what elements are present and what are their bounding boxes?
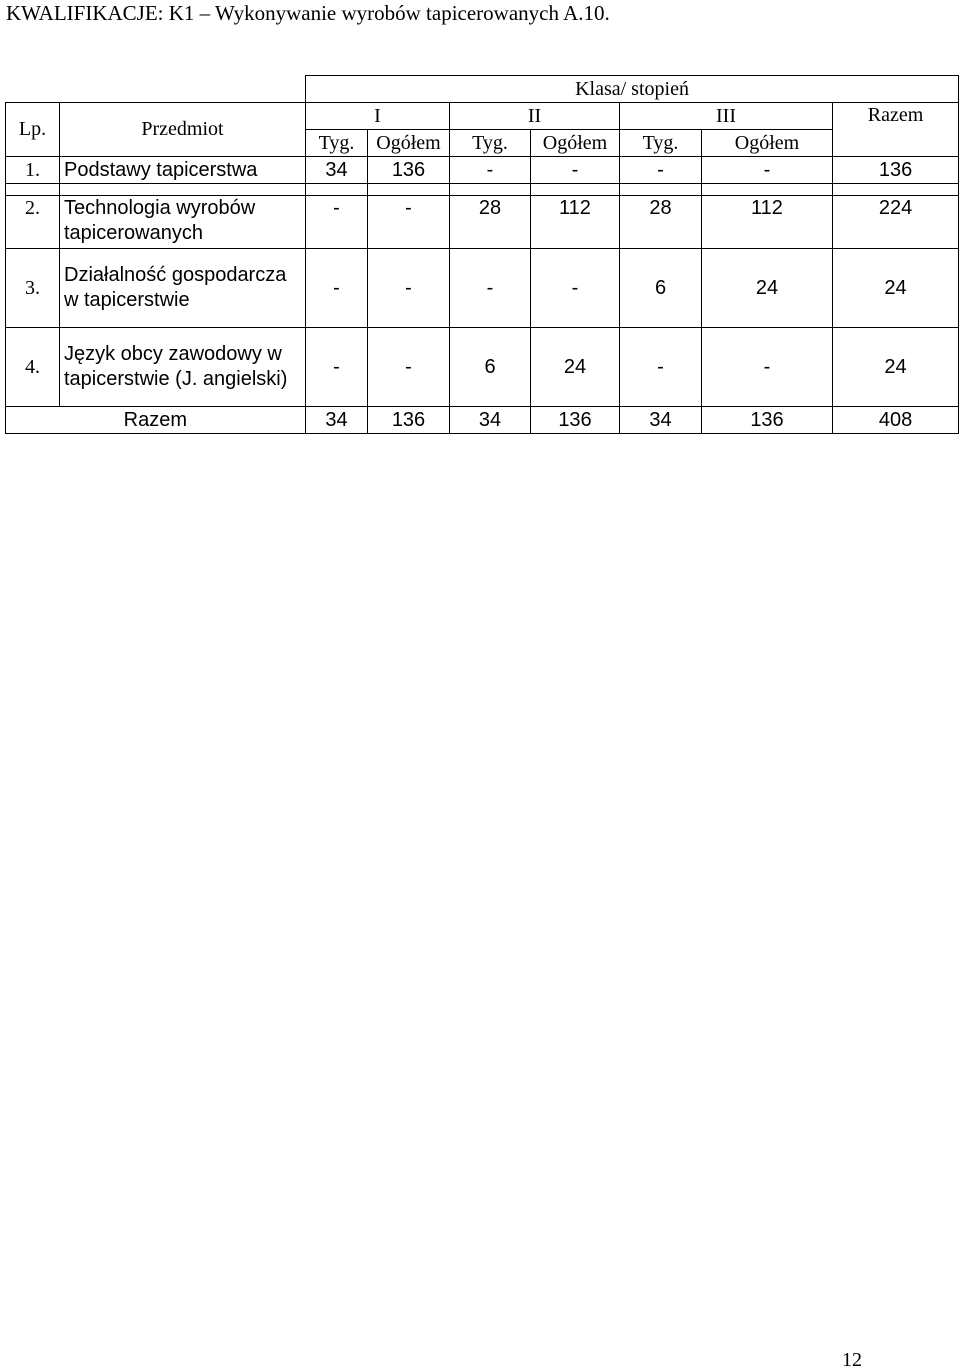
value-cell: 28 [450, 196, 531, 249]
value-cell: 34 [306, 157, 368, 184]
summary-value: 136 [368, 407, 450, 434]
subject-header: Przedmiot [60, 103, 306, 157]
subject-name: Działalność gospodarcza w tapicerstwie [60, 249, 306, 328]
row-number: 4. [6, 328, 60, 407]
tyg-header: Tyg. [620, 130, 702, 157]
value-cell: - [306, 328, 368, 407]
value-cell: - [450, 157, 531, 184]
value-cell: - [368, 249, 450, 328]
summary-row [6, 407, 959, 434]
curriculum-table [5, 75, 959, 434]
summary-value: 136 [531, 407, 620, 434]
value-cell: 112 [531, 196, 620, 249]
value-cell: 136 [368, 157, 450, 184]
value-cell: - [620, 157, 702, 184]
row-number: 1. [6, 157, 60, 184]
value-cell: - [702, 157, 833, 184]
summary-value: 34 [450, 407, 531, 434]
page-number: 12 [842, 1349, 862, 1371]
value-cell: - [620, 328, 702, 407]
row-total: 136 [833, 157, 959, 184]
tyg-header: Tyg. [450, 130, 531, 157]
row-number: 3. [6, 249, 60, 328]
value-cell: 6 [620, 249, 702, 328]
row-number: 2. [6, 196, 60, 249]
value-cell: - [450, 249, 531, 328]
value-cell: - [531, 157, 620, 184]
tyg-header: Tyg. [306, 130, 368, 157]
table-row [6, 328, 959, 407]
ogolem-header: Ogółem [531, 130, 620, 157]
value-cell: - [702, 328, 833, 407]
ogolem-header: Ogółem [702, 130, 833, 157]
summary-total: 408 [833, 407, 959, 434]
total-header: Razem [833, 103, 959, 157]
class-header-3: III [620, 103, 833, 130]
row-total: 24 [833, 249, 959, 328]
table-row [6, 196, 959, 249]
header-row-group [6, 76, 959, 103]
value-cell: 24 [702, 249, 833, 328]
lp-header: Lp. [6, 103, 60, 157]
table-row [6, 249, 959, 328]
value-cell: 6 [450, 328, 531, 407]
row-total: 24 [833, 328, 959, 407]
value-cell: - [306, 249, 368, 328]
class-header-1: I [306, 103, 450, 130]
spacer-row [6, 184, 959, 196]
value-cell: - [531, 249, 620, 328]
summary-value: 34 [620, 407, 702, 434]
subject-name: Podstawy tapicerstwa [60, 157, 306, 184]
table-row [6, 157, 959, 184]
value-cell: 28 [620, 196, 702, 249]
value-cell: 24 [531, 328, 620, 407]
class-header-2: II [450, 103, 620, 130]
document-title: KWALIFIKACJE: K1 – Wykonywanie wyrobów tapicerowanych A.10. [6, 1, 610, 25]
value-cell: - [368, 328, 450, 407]
header-row-classes [6, 103, 959, 130]
subject-name: Język obcy zawodowy w tapicerstwie (J. angielski) [60, 328, 306, 407]
summary-value: 34 [306, 407, 368, 434]
ogolem-header: Ogółem [368, 130, 450, 157]
value-cell: - [368, 196, 450, 249]
value-cell: - [306, 196, 368, 249]
class-group-header: Klasa/ stopień [306, 76, 959, 103]
summary-label: Razem [6, 407, 306, 434]
row-total: 224 [833, 196, 959, 249]
summary-value: 136 [702, 407, 833, 434]
subject-name: Technologia wyrobów tapicerowanych [60, 196, 306, 249]
value-cell: 112 [702, 196, 833, 249]
